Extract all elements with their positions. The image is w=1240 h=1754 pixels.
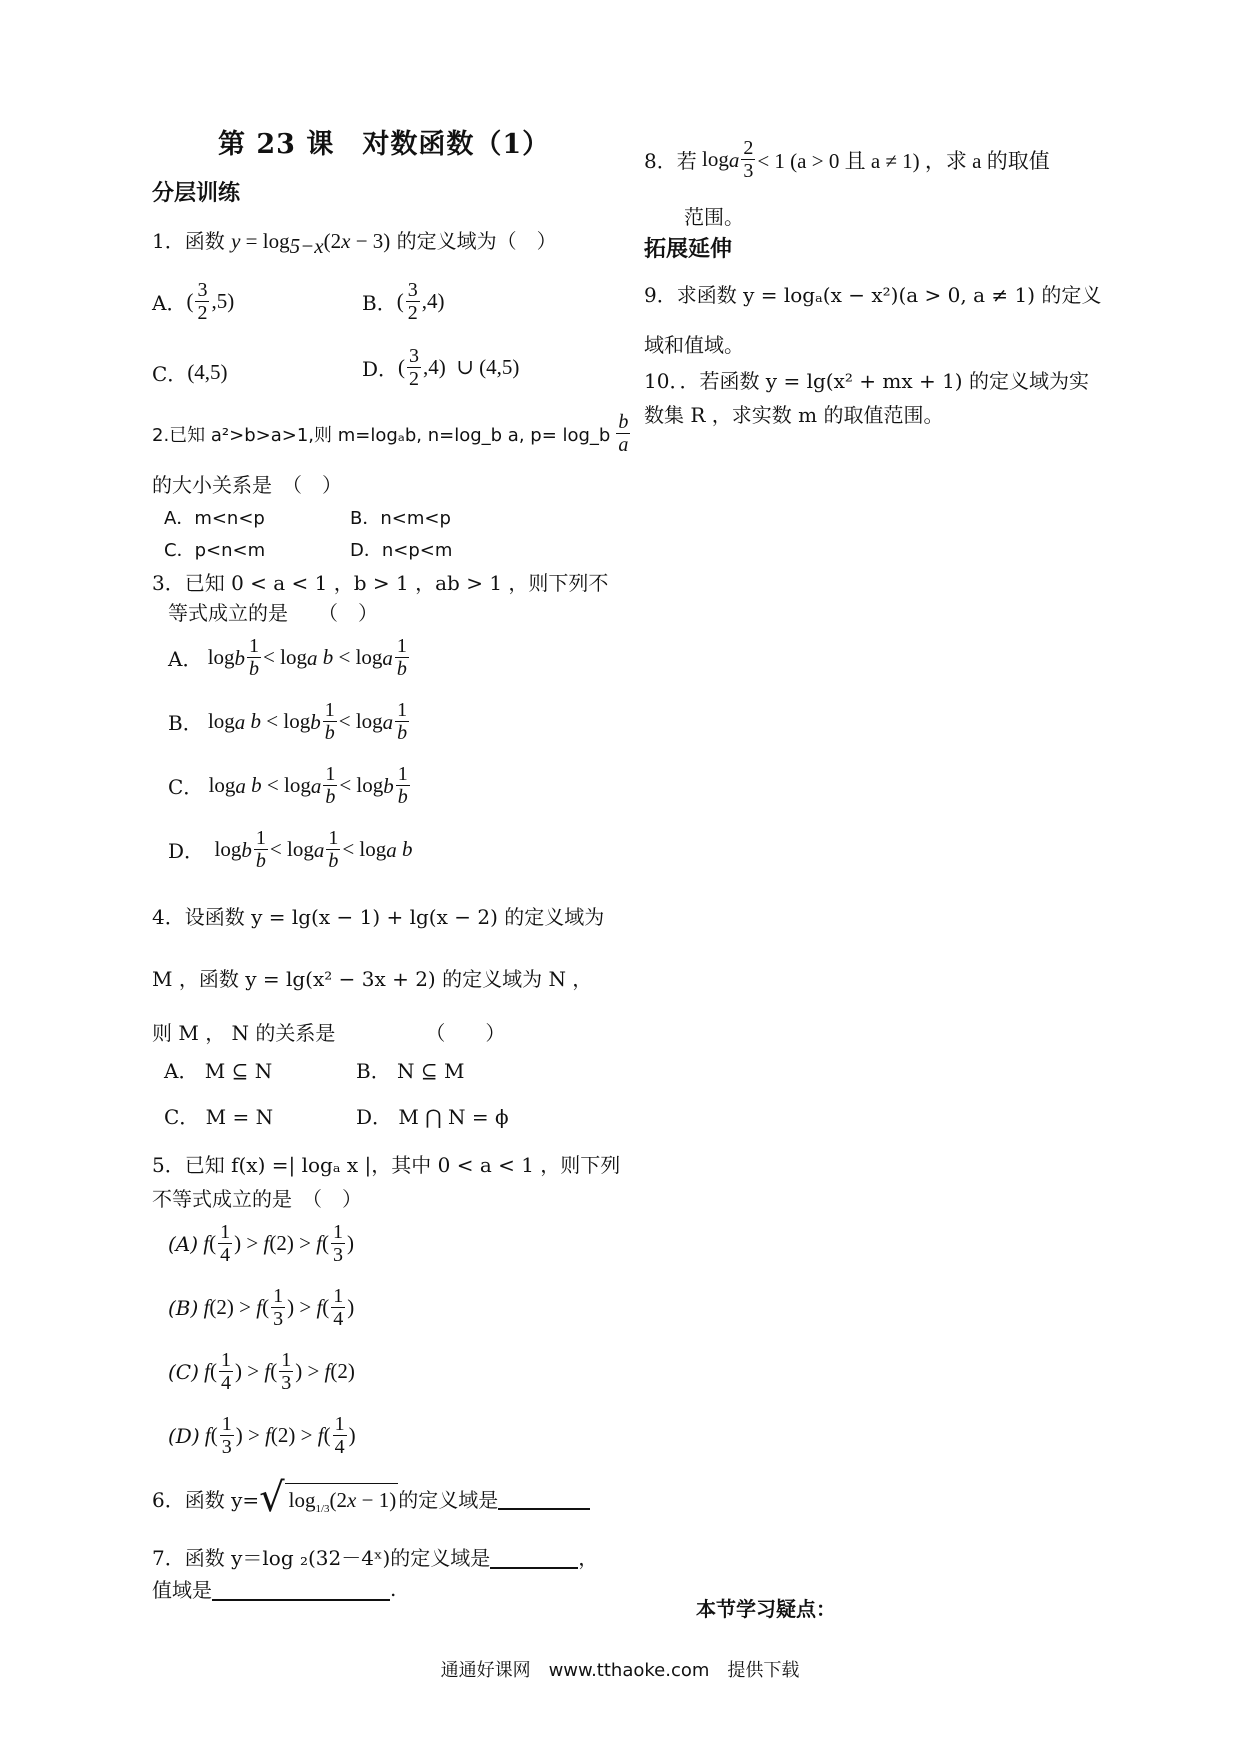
q4-option-d: D． M ⋂ N = ϕ bbox=[356, 1105, 509, 1129]
q1-option-d-label: D． bbox=[362, 357, 399, 381]
q8-line1: 8．若 log a $\frac{2}{3}$ < 1 (a > 0 且 a ≠ 1) ，求 a 的取值 bbox=[644, 137, 1050, 182]
q1-stem-pre: 1．函数 bbox=[152, 229, 225, 253]
q7-line2 bbox=[152, 1574, 396, 1603]
q1-stem: 1．函数 $y = \log_{5-x}(2x - 3)$ 的定义域为（ ） bbox=[152, 229, 557, 258]
q2-stem-text: 2.已知 a²>b>a>1,则 m=logₐb, n=log_b a, p= log_b bbox=[152, 424, 611, 446]
q2-stem-line2: 的大小关系是 （ ） bbox=[152, 473, 342, 497]
q1-option-c-label: C． bbox=[152, 362, 188, 386]
sqrt-log-expression: √ $\log_{1/3}(2x - 1)$ bbox=[259, 1475, 397, 1521]
q1-option-b: B． ( $\frac{3}{2}$ ,4) bbox=[362, 279, 445, 324]
q3-option-d-label: D． bbox=[168, 839, 205, 863]
q2-option-a: A．m<n<p bbox=[164, 508, 265, 529]
study-doubts-label: 本节学习疑点： bbox=[696, 1597, 836, 1621]
q2-option-b: B．n<m<p bbox=[350, 508, 451, 529]
q1-stem-post: 的定义域为（ ） bbox=[396, 229, 557, 253]
q7-line2-text: 值域是 bbox=[152, 1578, 212, 1602]
q3-option-a-label: A． bbox=[168, 647, 203, 671]
q3-option-c: C． log a b < log a $\frac{1}{b}$ < log b $\frac{1}{b}$ bbox=[168, 763, 408, 808]
q5-option-a-label: (A) bbox=[168, 1231, 199, 1256]
q6-pre: 6．函数 y= bbox=[152, 1487, 260, 1512]
q10-line1: 10．．若函数 y = lg(x² + mx + 1) 的定义域为实 bbox=[644, 369, 1089, 393]
q1-option-b-label: B． bbox=[362, 291, 397, 315]
q7-range-blank[interactable] bbox=[212, 1577, 390, 1601]
q6-answer-blank[interactable] bbox=[498, 1486, 590, 1510]
q7-comma: ， bbox=[578, 1546, 599, 1570]
q7-line1 bbox=[152, 1542, 598, 1571]
q2-option-d: D．n<p<m bbox=[350, 540, 453, 561]
q5-option-c-label: (C) bbox=[168, 1359, 199, 1384]
q5-option-d: (D) f ( $\frac{1}{3}$ ) > f(2) > f( $\frac{1}{4}$ ) bbox=[168, 1413, 356, 1458]
section-heading-extension: 拓展延伸 bbox=[644, 236, 733, 262]
footer-source: 通通好课网 www.tthaoke.com 提供下载 bbox=[440, 1660, 800, 1681]
q6 bbox=[152, 1475, 590, 1521]
q4-stem-line3: 则 M ， N 的关系是 （ ） bbox=[152, 1021, 506, 1045]
q7-domain-blank[interactable] bbox=[490, 1545, 578, 1569]
lesson-title: 第 23 课 对数函数（1） bbox=[218, 129, 551, 160]
q3-option-a: A． log b $\frac{1}{b}$ < log a b < log a $\frac{1}{b}$ bbox=[168, 635, 407, 680]
q9-line1: 9．求函数 y = logₐ(x − x²)(a > 0, a ≠ 1) 的定义 bbox=[644, 283, 1102, 307]
q4-option-b: B． N ⊆ M bbox=[356, 1059, 465, 1083]
q1-option-c: C． (4,5) bbox=[152, 360, 228, 386]
q8-post: < 1 (a > 0 且 a ≠ 1) ，求 a 的取值 bbox=[757, 148, 1050, 173]
q5-option-c: (C) f ( $\frac{1}{4}$ ) > f( $\frac{1}{3}$ ) > f(2) bbox=[168, 1349, 355, 1394]
q6-post: 的定义域是 bbox=[398, 1487, 499, 1512]
q8-line2: 范围。 bbox=[684, 205, 744, 229]
q5-option-b: (B) f(2) > f( $\frac{1}{3}$ ) > f( $\frac{1}{4}$ ) bbox=[168, 1285, 355, 1330]
q7-line1-text: 7．函数 y＝log ₂(32－4ˣ)的定义域是 bbox=[152, 1546, 491, 1570]
q2-stem: 2.已知 a²>b>a>1,则 m=logₐb, n=log_b a, p= log_b $\frac{b}{a}$ bbox=[152, 411, 629, 456]
q3-option-b-label: B． bbox=[168, 711, 203, 735]
q5-option-a: (A) f ( $\frac{1}{4}$ ) > f(2) > f( $\frac{1}{3}$ ) bbox=[168, 1221, 355, 1266]
q1-option-a: A． ( $\frac{3}{2}$ ,5) bbox=[152, 279, 235, 324]
q7-period: . bbox=[390, 1576, 397, 1601]
section-heading-layered: 分层训练 bbox=[152, 180, 241, 206]
q3-stem-line1: 3．已知 0 < a < 1 ，b > 1 ，ab > 1 ，则下列不 bbox=[152, 571, 609, 595]
q1-option-d: D． ( $\frac{3}{2}$ ,4) ∪ (4,5) bbox=[362, 345, 520, 390]
q8-pre: 8．若 bbox=[644, 149, 697, 173]
q1-option-a-label: A． bbox=[152, 291, 187, 315]
q5-stem-line2: 不等式成立的是 （ ） bbox=[152, 1187, 362, 1211]
q10-line2: 数集 R ，求实数 m 的取值范围。 bbox=[644, 403, 944, 427]
q4-stem-line2: M ，函数 y = lg(x² − 3x + 2) 的定义域为 N ， bbox=[152, 967, 593, 991]
q3-option-d: D． log b $\frac{1}{b}$ < log a $\frac{1}{b}$ < log a b bbox=[168, 827, 413, 872]
q3-stem-line2: 等式成立的是 （ ） bbox=[168, 601, 378, 625]
q9-line2: 域和值域。 bbox=[644, 333, 744, 357]
q5-option-d-label: (D) bbox=[168, 1423, 200, 1448]
q3-option-c-label: C． bbox=[168, 775, 204, 799]
q4-stem-line1: 4．设函数 y = lg(x − 1) + lg(x − 2) 的定义域为 bbox=[152, 905, 605, 929]
q5-option-b-label: (B) bbox=[168, 1295, 199, 1320]
q5-stem-line1: 5．已知 f(x) =| logₐ x |，其中 0 < a < 1 ，则下列 bbox=[152, 1153, 621, 1177]
q3-option-b: B． log a b < log b $\frac{1}{b}$ < log a $\frac{1}{b}$ bbox=[168, 699, 408, 744]
q4-option-a: A． M ⊆ N bbox=[164, 1059, 273, 1083]
q2-option-c: C．p<n<m bbox=[164, 540, 266, 561]
q4-option-c: C． M = N bbox=[164, 1105, 274, 1129]
